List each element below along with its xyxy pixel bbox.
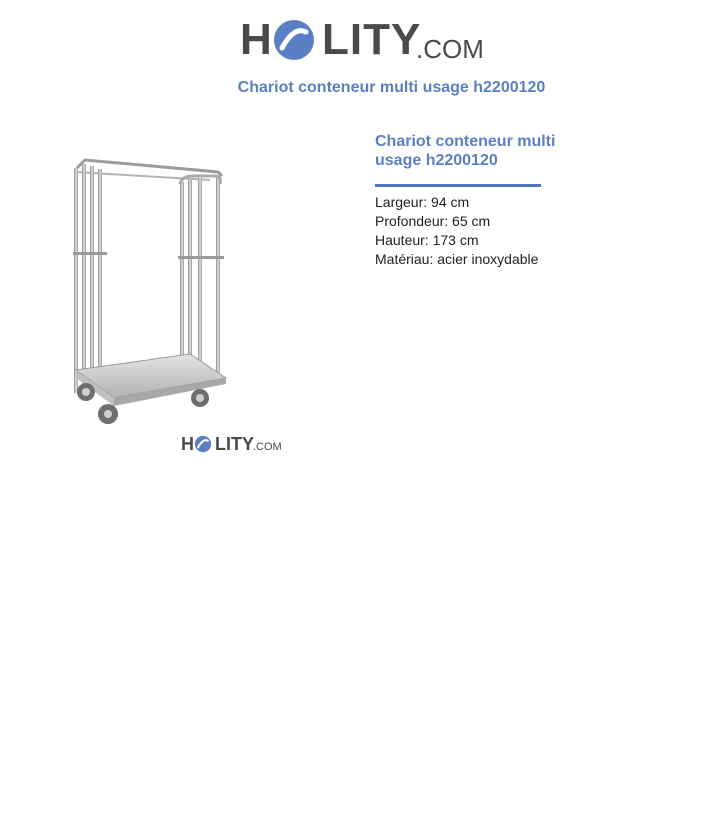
holity-logo: [240, 14, 490, 66]
watermark-o-icon: [194, 435, 212, 453]
product-title-line-1: Chariot conteneur multi: [375, 133, 556, 150]
title-divider: [375, 184, 541, 187]
spec-list: [375, 193, 575, 269]
logo-dot-com: .COM: [416, 34, 484, 64]
product-info: [375, 132, 575, 269]
watermark-letter-h: H: [181, 434, 194, 454]
spec-material: Matériau: acier inoxydable: [375, 251, 539, 267]
product-title-line-2: usage h2200120: [375, 152, 498, 169]
spec-depth: Profondeur: 65 cm: [375, 213, 491, 229]
logo-letters-lity: LITY: [322, 15, 422, 64]
page-title: Chariot conteneur multi usage h2200120: [237, 79, 546, 96]
product-image: [30, 140, 290, 470]
watermark-letters: LITY: [215, 434, 254, 454]
logo-o-icon: [272, 18, 316, 62]
logo-letter-h: H: [240, 15, 272, 64]
spec-width: Largeur: 94 cm: [375, 194, 470, 210]
product-title: [375, 132, 575, 170]
watermark-dot-com: .COM: [253, 441, 282, 453]
image-watermark: [181, 432, 291, 456]
spec-height: Hauteur: 173 cm: [375, 232, 479, 248]
